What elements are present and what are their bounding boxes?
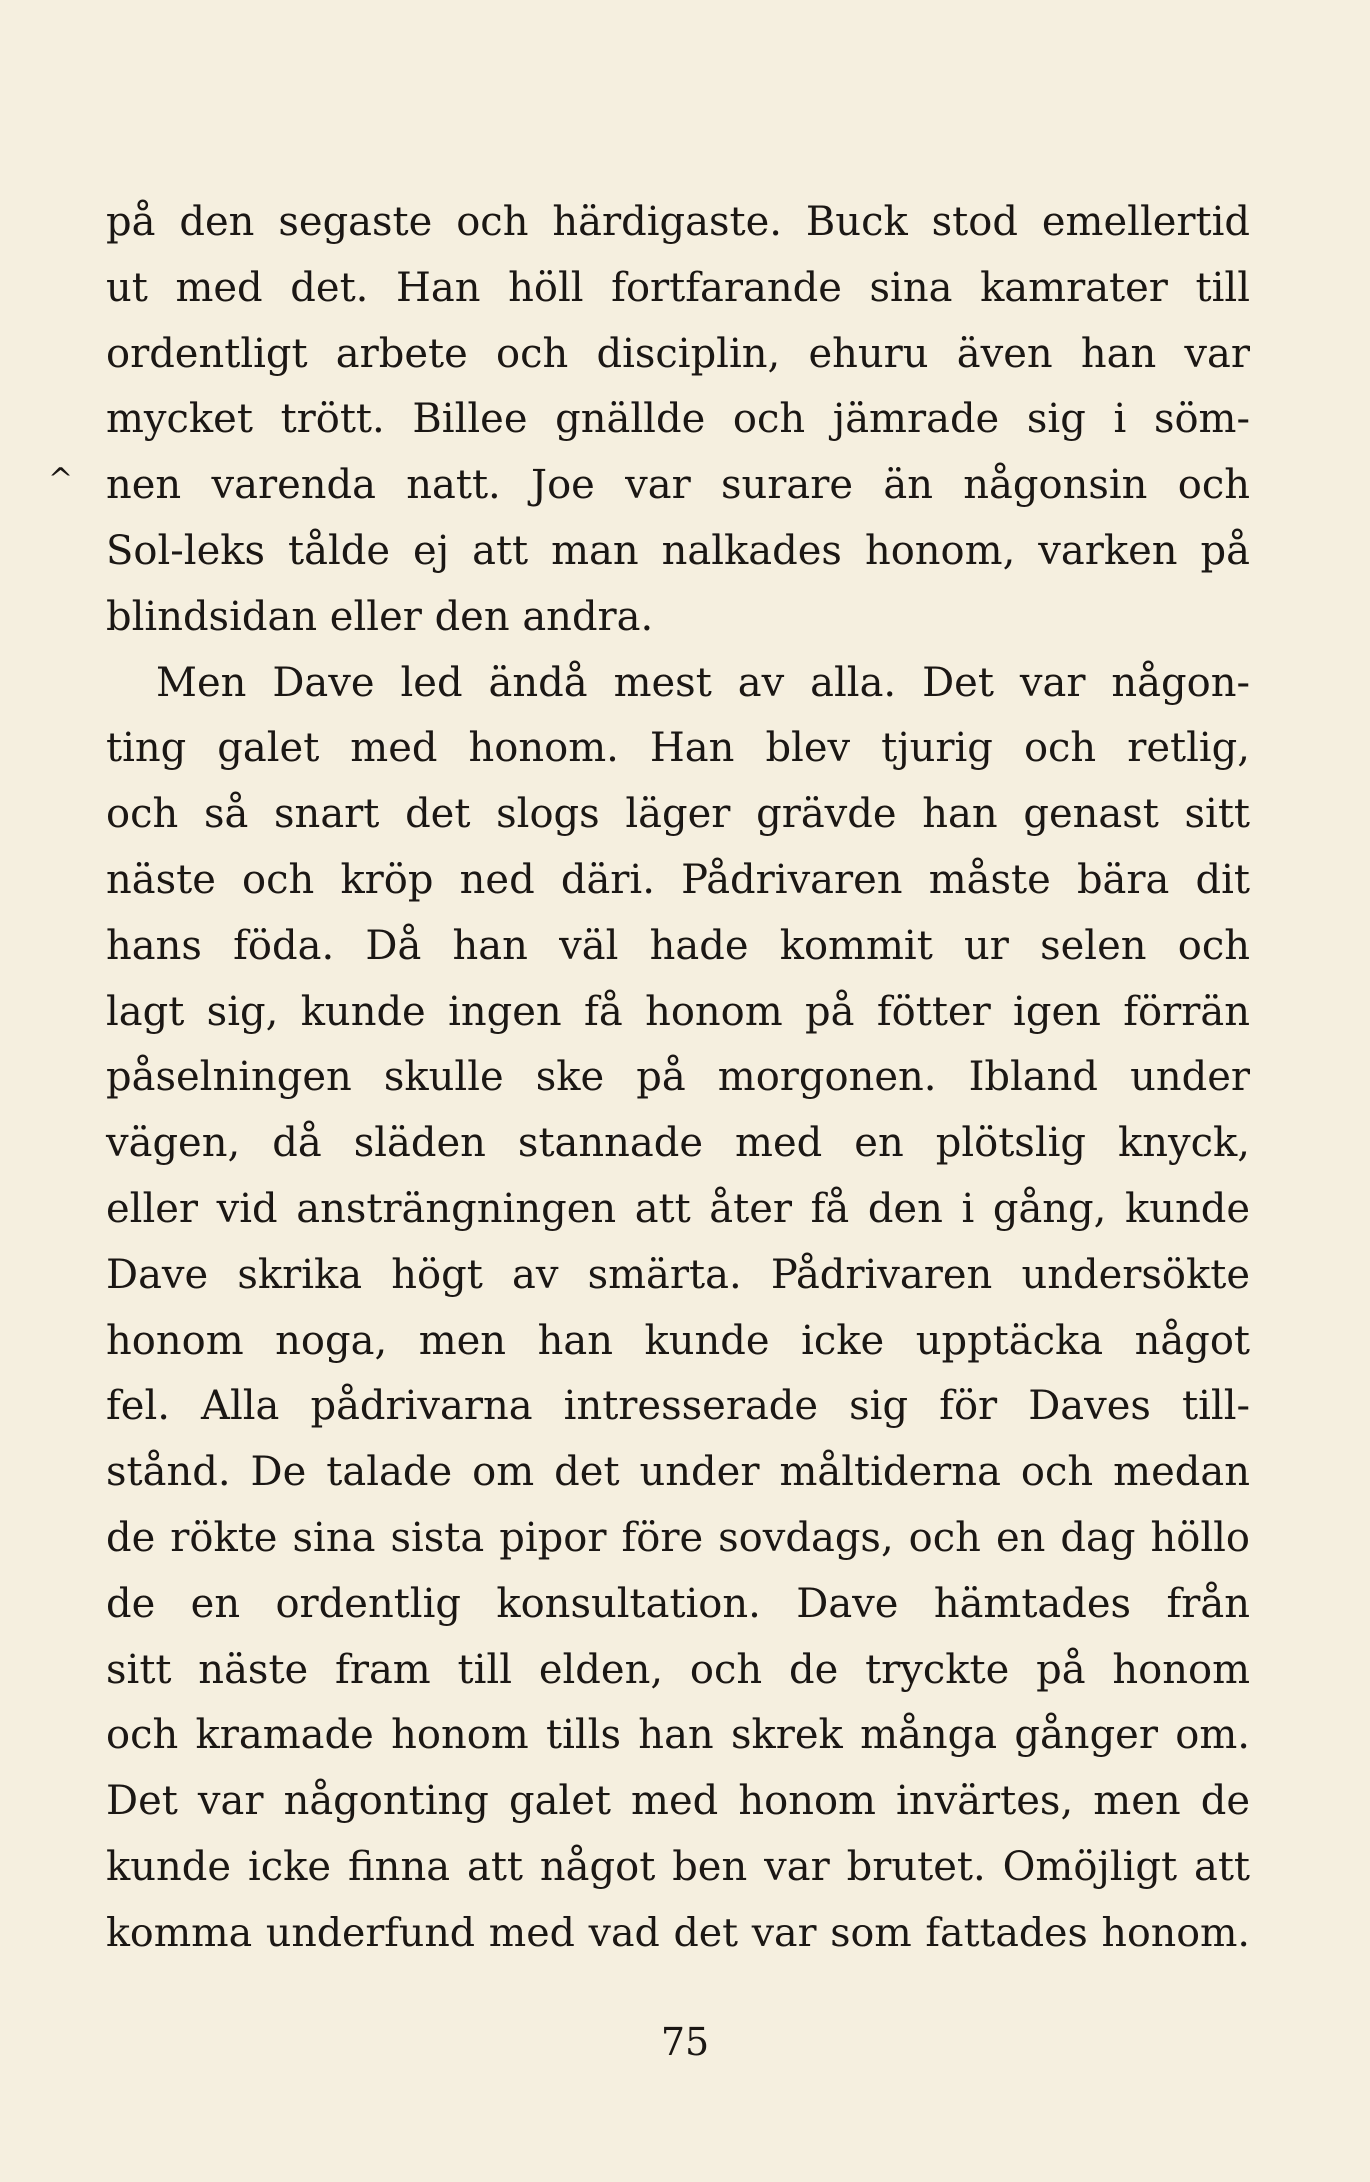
text-line: sitt näste fram till elden, och de tryckte på honom — [106, 1646, 1250, 1693]
text-line: vägen, då släden stannade med en plötslig knyck, — [106, 1120, 1250, 1167]
text-line: komma underfund med vad det var som fattades honom. — [106, 1909, 1250, 1956]
text-line: kunde icke finna att något ben var brutet. Omöjligt att — [106, 1843, 1250, 1890]
text-line: lagt sig, kunde ingen få honom på fötter igen förrän — [106, 988, 1250, 1035]
text-line: honom noga, men han kunde icke upptäcka något — [106, 1317, 1250, 1364]
text-line: blindsidan eller den andra. — [106, 593, 654, 640]
text-line: hans föda. Då han väl hade kommit ur selen och — [106, 922, 1250, 969]
text-line: de en ordentlig konsultation. Dave hämtades från — [106, 1580, 1250, 1627]
text-line: de rökte sina sista pipor före sovdags, och en dag höllo — [106, 1514, 1250, 1561]
text-line: ting galet med honom. Han blev tjurig och retlig, — [106, 725, 1250, 772]
text-line: Dave skrika högt av smärta. Pådrivaren undersökte — [106, 1251, 1250, 1298]
text-line: Det var någonting galet med honom invärtes, men de — [106, 1778, 1250, 1825]
text-line: påselningen skulle ske på morgonen. Ibland under — [106, 1054, 1250, 1101]
paragraph-2 — [106, 651, 1250, 1967]
body-text — [106, 190, 1250, 1967]
text-line: fel. Alla pådrivarna intresserade sig för Daves till- — [106, 1383, 1250, 1430]
text-line: stånd. De talade om det under måltiderna och medan — [106, 1449, 1250, 1496]
text-line: ut med det. Han höll fortfarande sina kamrater till — [106, 264, 1250, 311]
text-line: och så snart det slogs läger grävde han genast sitt — [106, 791, 1250, 838]
text-line: näste och kröp ned däri. Pådrivaren måste bära dit — [106, 856, 1250, 903]
page-number: 75 — [660, 2020, 710, 2064]
text-line: Sol-leks tålde ej att man nalkades honom, varken på — [106, 527, 1250, 574]
paragraph-1 — [106, 190, 1250, 651]
text-line: eller vid ansträngningen att åter få den i gång, kunde — [106, 1185, 1250, 1232]
text-line: och kramade honom tills han skrek många gånger om. — [106, 1712, 1250, 1759]
text-line: Men Dave led ändå mest av alla. Det var någon- — [156, 659, 1250, 706]
margin-mark: ^ — [48, 462, 74, 497]
text-line: ordentligt arbete och disciplin, ehuru även han var — [106, 330, 1250, 377]
text-line: mycket trött. Billee gnällde och jämrade sig i söm- — [106, 396, 1250, 443]
text-line: på den segaste och härdigaste. Buck stod emellertid — [106, 199, 1250, 245]
text-line: nen varenda natt. Joe var surare än någonsin och — [106, 462, 1250, 509]
